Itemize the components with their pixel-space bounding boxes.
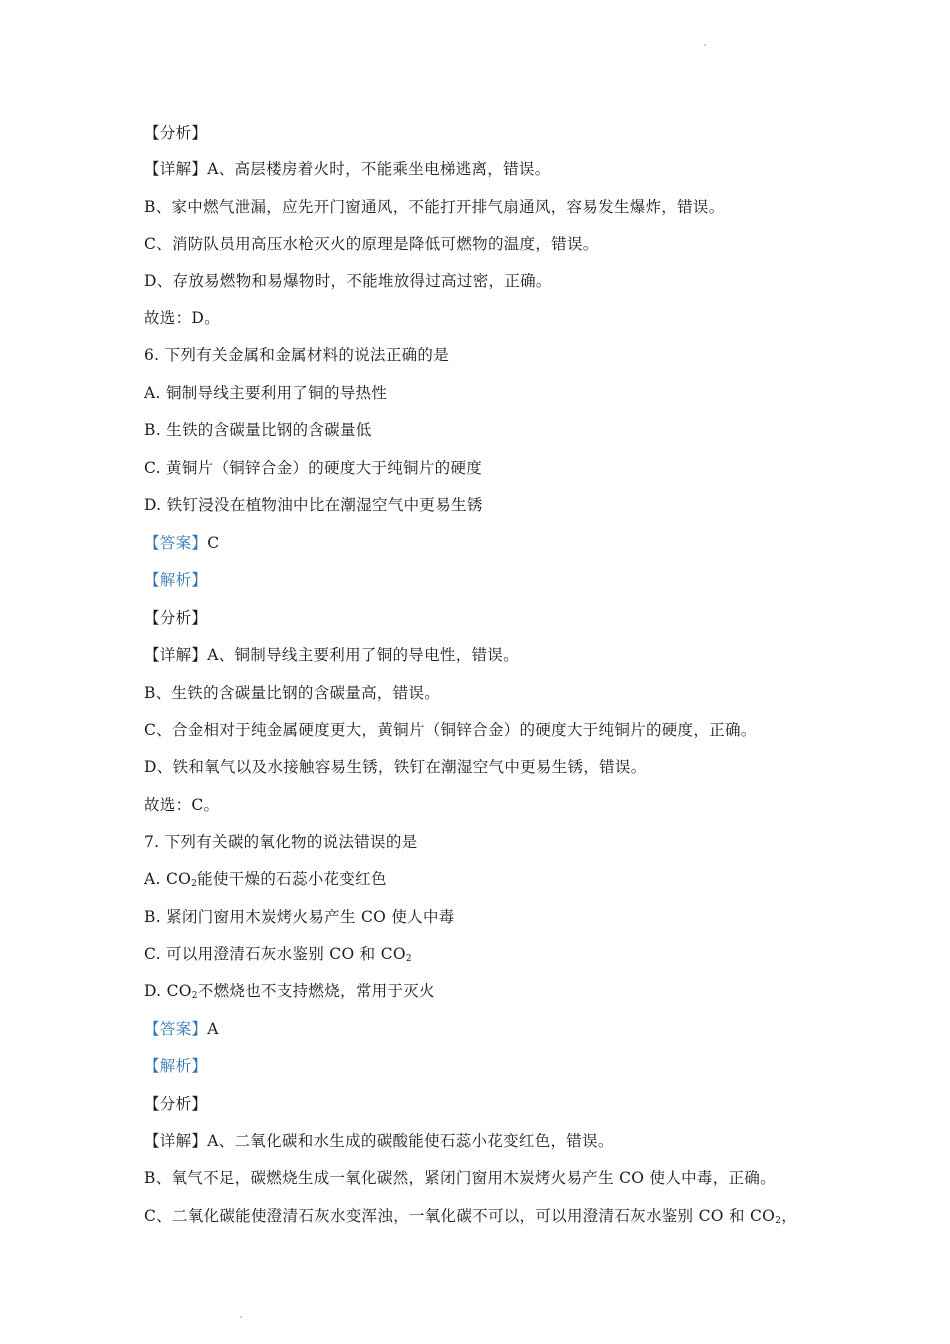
line-text: 6. 下列有关金属和金属材料的说法正确的是: [144, 346, 450, 364]
line-text: B、生铁的含碳量比钢的含碳量高，错误。: [144, 684, 441, 702]
line-text: C、二氧化碳能使澄清石灰水变浑浊，一氧化碳不可以，可以用澄清石灰水鉴别 CO 和 CO: [144, 1207, 776, 1225]
text-line: [144, 494, 830, 516]
line-text: D. 铁钉浸没在植物油中比在潮湿空气中更易生锈: [144, 496, 483, 514]
line-text: B. 紧闭门窗用木炭烤火易产生 CO 使人中毒: [144, 908, 455, 926]
text-line: [144, 682, 830, 704]
answer-value: A: [207, 1020, 219, 1038]
line-text: 故选：D。: [144, 309, 220, 327]
text-line: [144, 943, 830, 965]
text-line: [144, 122, 830, 144]
subscript: 2: [405, 954, 412, 964]
text-line: [144, 906, 830, 928]
text-line: [144, 756, 830, 778]
line-text: B. 生铁的含碳量比钢的含碳量低: [144, 421, 372, 439]
text-line: [144, 1205, 830, 1227]
line-text: D、铁和氧气以及水接触容易生锈，铁钉在潮湿空气中更易生锈，错误。: [144, 758, 647, 776]
text-line: [144, 307, 830, 329]
line-text: 【分析】: [144, 1095, 208, 1113]
line-text: 能使干燥的石蕊小花变红色: [197, 870, 387, 888]
line-text: 不燃烧也不支持燃烧，常用于灭火: [197, 982, 435, 1000]
text-line: [144, 233, 830, 255]
text-line: [144, 196, 830, 218]
text-line: [144, 457, 830, 479]
line-text: 【分析】: [144, 609, 208, 627]
answer-value: C: [207, 534, 220, 552]
subscript: 2: [191, 879, 198, 889]
text-line: [144, 569, 830, 591]
text-line: [144, 831, 830, 853]
line-text: D、存放易燃物和易爆物时，不能堆放得过高过密，正确。: [144, 272, 552, 290]
text-line: [144, 1055, 830, 1077]
text-line: [144, 158, 830, 180]
text-line: [144, 868, 830, 890]
decorative-dot: [704, 44, 706, 46]
line-text: C、合金相对于纯金属硬度更大，黄铜片（铜锌合金）的硬度大于纯铜片的硬度，正确。: [144, 721, 757, 739]
line-text: B、氧气不足，碳燃烧生成一氧化碳然，紧闭门窗用木炭烤火易产生 CO 使人中毒，正确。: [144, 1169, 776, 1187]
text-line: [144, 1093, 830, 1115]
text-line: [144, 607, 830, 629]
line-text: 【详解】A、高层楼房着火时，不能乘坐电梯逃离，错误。: [144, 160, 551, 178]
text-line: [144, 532, 830, 554]
line-text: 7. 下列有关碳的氧化物的说法错误的是: [144, 833, 418, 851]
text-line: [144, 1167, 830, 1189]
text-line: [144, 719, 830, 741]
line-text: 故选：C。: [144, 796, 220, 814]
line-text: C、消防队员用高压水枪灭火的原理是降低可燃物的温度，错误。: [144, 235, 599, 253]
subscript: 2: [775, 1216, 782, 1226]
line-text: 【分析】: [144, 124, 208, 142]
line-text: C. 黄铜片（铜锌合金）的硬度大于纯铜片的硬度: [144, 459, 483, 477]
text-line: [144, 644, 830, 666]
analysis-label: 【解析】: [144, 571, 208, 589]
text-line: [144, 1130, 830, 1152]
subscript: 2: [191, 991, 198, 1001]
answer-label: 【答案】: [144, 1020, 208, 1038]
line-text: 【详解】A、铜制导线主要利用了铜的导电性，错误。: [144, 646, 519, 664]
text-line: [144, 980, 830, 1002]
text-line: [144, 344, 830, 366]
line-text: A. CO: [144, 870, 192, 888]
text-line: [144, 1018, 830, 1040]
line-text: ，: [781, 1207, 798, 1225]
line-text: D. CO: [144, 982, 192, 1000]
answer-label: 【答案】: [144, 534, 208, 552]
text-line: [144, 382, 830, 404]
text-line: [144, 419, 830, 441]
line-text: A. 铜制导线主要利用了铜的导热性: [144, 384, 388, 402]
text-line: [144, 270, 830, 292]
line-text: B、家中燃气泄漏，应先开门窗通风，不能打开排气扇通风，容易发生爆炸，错误。: [144, 198, 725, 216]
decorative-dot: [240, 1316, 242, 1318]
line-text: C. 可以用澄清石灰水鉴别 CO 和 CO: [144, 945, 406, 963]
line-text: 【详解】A、二氧化碳和水生成的碳酸能使石蕊小花变红色，错误。: [144, 1132, 614, 1150]
text-line: [144, 794, 830, 816]
analysis-label: 【解析】: [144, 1057, 208, 1075]
